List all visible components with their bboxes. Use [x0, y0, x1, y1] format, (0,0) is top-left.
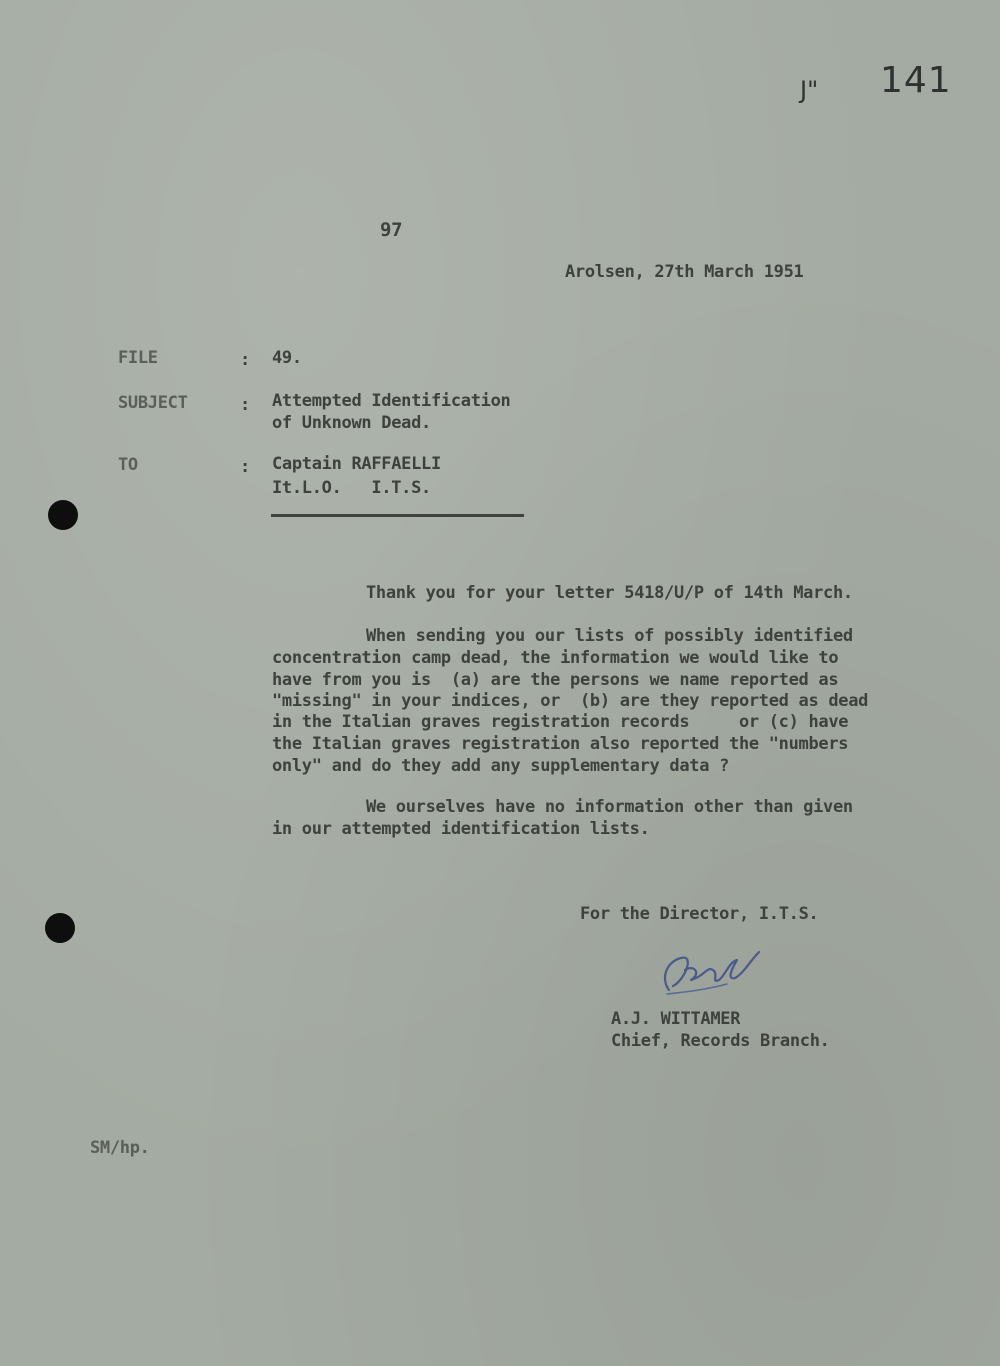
for-director-line: For the Director, I.T.S.	[580, 904, 819, 924]
body-paragraph-2-line: concentration camp dead, the information we would like to	[272, 648, 839, 668]
to-line-2: It.L.O. I.T.S.	[272, 478, 431, 498]
body-paragraph-2-line: have from you is (a) are the persons we name reported as	[272, 670, 839, 690]
body-paragraph-2-line: in the Italian graves registration records or (c) have	[272, 712, 849, 732]
place-date: Arolsen, 27th March 1951	[565, 262, 804, 282]
body-paragraph-3-line: We ourselves have no information other than given	[366, 797, 853, 817]
subject-label: SUBJECT	[118, 393, 188, 413]
to-line-1: Captain RAFFAELLI	[272, 454, 441, 474]
subject-line-1: Attempted Identification	[272, 391, 511, 411]
file-value: 49.	[272, 348, 302, 368]
to-colon: :	[240, 457, 250, 477]
handwritten-signature	[655, 940, 765, 1005]
file-colon: :	[240, 350, 250, 370]
body-paragraph-2-line: only" and do they add any supplementary data ?	[272, 756, 730, 776]
file-label: FILE	[118, 348, 158, 368]
body-paragraph-2-line: When sending you our lists of possibly identified	[366, 626, 853, 646]
punch-hole-top	[48, 500, 78, 530]
punch-hole-bottom	[45, 913, 75, 943]
signatory-title: Chief, Records Branch.	[611, 1031, 830, 1051]
signatory-name: A.J. WITTAMER	[611, 1009, 741, 1029]
typist-initials: SM/hp.	[90, 1138, 150, 1158]
body-paragraph-3-line: in our attempted identification lists.	[272, 819, 650, 839]
archive-mark: J"	[800, 76, 819, 104]
reference-number: 97	[380, 219, 403, 241]
to-label: TO	[118, 455, 138, 475]
body-paragraph-2-line: "missing" in your indices, or (b) are they reported as dead	[272, 691, 869, 711]
archive-page-number: 141	[880, 60, 952, 101]
address-underline	[271, 514, 524, 517]
body-paragraph-2-line: the Italian graves registration also reported the "numbers	[272, 734, 849, 754]
body-paragraph-1: Thank you for your letter 5418/U/P of 14th March.	[366, 583, 853, 603]
subject-colon: :	[240, 395, 250, 415]
subject-line-2: of Unknown Dead.	[272, 413, 431, 433]
